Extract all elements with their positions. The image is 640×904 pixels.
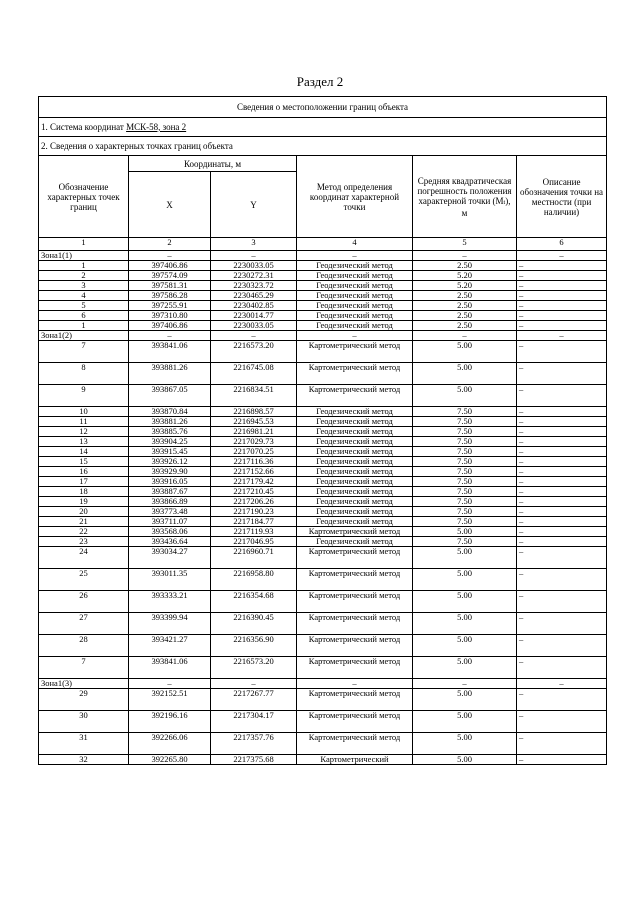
method-cell: – <box>297 331 413 341</box>
point-id-cell: 12 <box>39 427 129 437</box>
method-cell: Геодезический метод <box>297 477 413 487</box>
y-coord-cell: 2230033.05 <box>211 321 297 331</box>
description-cell: – <box>517 711 607 733</box>
y-coord-cell: 2230014.77 <box>211 311 297 321</box>
y-coord-cell: 2217206.26 <box>211 497 297 507</box>
point-id-cell: 17 <box>39 477 129 487</box>
table-row <box>39 635 607 657</box>
error-cell: – <box>413 331 517 341</box>
table-row <box>39 517 607 527</box>
y-coord-cell: 2217357.76 <box>211 733 297 755</box>
point-id-cell: 20 <box>39 507 129 517</box>
method-cell: Геодезический метод <box>297 271 413 281</box>
x-coord-cell: 397581.31 <box>129 281 211 291</box>
point-id-cell: 16 <box>39 467 129 477</box>
x-coord-cell: 393034.27 <box>129 547 211 569</box>
point-id-cell: 13 <box>39 437 129 447</box>
description-cell: – <box>517 281 607 291</box>
method-cell: Геодезический метод <box>297 517 413 527</box>
method-cell: Картометрический метод <box>297 689 413 711</box>
points-info-heading: 2. Сведения о характерных точках границ объекта <box>39 137 607 156</box>
error-cell: 7.50 <box>413 467 517 477</box>
table-row <box>39 657 607 679</box>
header-error-sub: t <box>503 199 506 206</box>
y-coord-cell: 2217267.77 <box>211 689 297 711</box>
method-cell: Геодезический метод <box>297 447 413 457</box>
description-cell: – <box>517 363 607 385</box>
table-row <box>39 591 607 613</box>
y-coord-cell: 2216390.45 <box>211 613 297 635</box>
point-id-cell: 5 <box>39 301 129 311</box>
error-cell: 5.00 <box>413 657 517 679</box>
x-coord-cell: 393916.05 <box>129 477 211 487</box>
error-cell: 5.00 <box>413 569 517 591</box>
method-cell: Геодезический метод <box>297 281 413 291</box>
x-coord-cell: – <box>129 679 211 689</box>
method-cell: Картометрический метод <box>297 711 413 733</box>
header-point-designation: Обозначение характерных точек границ <box>39 156 129 238</box>
x-coord-cell: 393773.48 <box>129 507 211 517</box>
table-row <box>39 341 607 363</box>
description-cell: – <box>517 301 607 311</box>
y-coord-cell: 2216356.90 <box>211 635 297 657</box>
error-cell: 5.00 <box>413 363 517 385</box>
point-id-cell: 30 <box>39 711 129 733</box>
y-coord-cell: 2217179.42 <box>211 477 297 487</box>
method-cell: Геодезический метод <box>297 291 413 301</box>
table-row <box>39 537 607 547</box>
table-row <box>39 755 607 765</box>
point-id-cell: Зона1(1) <box>39 251 129 261</box>
point-id-cell: 7 <box>39 341 129 363</box>
error-cell: 7.50 <box>413 417 517 427</box>
x-coord-cell: 393866.89 <box>129 497 211 507</box>
error-cell: 7.50 <box>413 447 517 457</box>
y-coord-cell: 2230465.29 <box>211 291 297 301</box>
description-cell: – <box>517 331 607 341</box>
method-cell: Геодезический метод <box>297 407 413 417</box>
zone-row <box>39 331 607 341</box>
description-cell: – <box>517 291 607 301</box>
header-coordinates: Координаты, м <box>129 156 297 172</box>
description-cell: – <box>517 679 607 689</box>
point-id-cell: 21 <box>39 517 129 527</box>
error-cell: 7.50 <box>413 427 517 437</box>
error-cell: 7.50 <box>413 407 517 417</box>
description-cell: – <box>517 635 607 657</box>
description-cell: – <box>517 427 607 437</box>
point-id-cell: 32 <box>39 755 129 765</box>
description-cell: – <box>517 417 607 427</box>
point-id-cell: 25 <box>39 569 129 591</box>
error-cell: 7.50 <box>413 437 517 447</box>
table-row <box>39 467 607 477</box>
coordinate-system-value: МСК-58, зона 2 <box>126 121 187 132</box>
description-cell: – <box>517 251 607 261</box>
column-number: 3 <box>211 238 297 251</box>
table-title-row <box>39 97 607 118</box>
point-id-cell: 14 <box>39 447 129 457</box>
table-row <box>39 301 607 311</box>
table-row <box>39 497 607 507</box>
x-coord-cell: 392265.80 <box>129 755 211 765</box>
point-id-cell: 23 <box>39 537 129 547</box>
point-id-cell: 31 <box>39 733 129 755</box>
table-row <box>39 547 607 569</box>
point-id-cell: 10 <box>39 407 129 417</box>
table-row <box>39 569 607 591</box>
error-cell: 7.50 <box>413 487 517 497</box>
x-coord-cell: 393881.26 <box>129 417 211 427</box>
x-coord-cell: 393568.06 <box>129 527 211 537</box>
x-coord-cell: 393436.64 <box>129 537 211 547</box>
error-cell: 5.00 <box>413 385 517 407</box>
method-cell: Картометрический метод <box>297 527 413 537</box>
error-cell: 2.50 <box>413 321 517 331</box>
error-cell: 5.00 <box>413 341 517 363</box>
y-coord-cell: 2216573.20 <box>211 341 297 363</box>
point-id-cell: 8 <box>39 363 129 385</box>
method-cell: Геодезический метод <box>297 311 413 321</box>
point-id-cell: Зона1(3) <box>39 679 129 689</box>
y-coord-cell: 2217119.93 <box>211 527 297 537</box>
error-cell: 5.00 <box>413 547 517 569</box>
y-coord-cell: 2217046.95 <box>211 537 297 547</box>
method-cell: Картометрический метод <box>297 341 413 363</box>
method-cell: – <box>297 679 413 689</box>
error-cell: 5.20 <box>413 281 517 291</box>
description-cell: – <box>517 657 607 679</box>
error-cell: 2.50 <box>413 291 517 301</box>
y-coord-cell: 2217029.73 <box>211 437 297 447</box>
method-cell: Картометрический метод <box>297 733 413 755</box>
table-row <box>39 291 607 301</box>
description-cell: – <box>517 497 607 507</box>
y-coord-cell: – <box>211 679 297 689</box>
table-row <box>39 261 607 271</box>
error-cell: 7.50 <box>413 507 517 517</box>
method-cell: Геодезический метод <box>297 301 413 311</box>
coordinate-system-row <box>39 118 607 137</box>
description-cell: – <box>517 271 607 281</box>
table-row <box>39 427 607 437</box>
x-coord-cell: 397310.80 <box>129 311 211 321</box>
table-row <box>39 711 607 733</box>
error-cell: 2.50 <box>413 301 517 311</box>
y-coord-cell: 2217152.66 <box>211 467 297 477</box>
column-number-row <box>39 238 607 251</box>
error-cell: 5.00 <box>413 711 517 733</box>
error-cell: 7.50 <box>413 477 517 487</box>
x-coord-cell: 393904.25 <box>129 437 211 447</box>
method-cell: Геодезический метод <box>297 497 413 507</box>
x-coord-cell: 397406.86 <box>129 261 211 271</box>
x-coord-cell: 392196.16 <box>129 711 211 733</box>
error-cell: 5.00 <box>413 635 517 657</box>
y-coord-cell: 2216898.57 <box>211 407 297 417</box>
description-cell: – <box>517 755 607 765</box>
table-row <box>39 271 607 281</box>
description-cell: – <box>517 569 607 591</box>
description-cell: – <box>517 477 607 487</box>
method-cell: Геодезический метод <box>297 487 413 497</box>
table-row <box>39 507 607 517</box>
x-coord-cell: 392152.51 <box>129 689 211 711</box>
description-cell: – <box>517 527 607 537</box>
method-cell: Геодезический метод <box>297 507 413 517</box>
error-cell: – <box>413 679 517 689</box>
y-coord-cell: 2217116.36 <box>211 457 297 467</box>
error-cell: 5.00 <box>413 591 517 613</box>
point-id-cell: 27 <box>39 613 129 635</box>
x-coord-cell: 393399.94 <box>129 613 211 635</box>
column-number: 2 <box>129 238 211 251</box>
point-id-cell: 1 <box>39 261 129 271</box>
x-coord-cell: – <box>129 251 211 261</box>
x-coord-cell: 393841.06 <box>129 657 211 679</box>
point-id-cell: 28 <box>39 635 129 657</box>
point-id-cell: 2 <box>39 271 129 281</box>
x-coord-cell: 393867.05 <box>129 385 211 407</box>
table-row <box>39 385 607 407</box>
table-row <box>39 407 607 417</box>
description-cell: – <box>517 467 607 477</box>
table-row <box>39 689 607 711</box>
column-header-row-1 <box>39 156 607 172</box>
table-row <box>39 457 607 467</box>
y-coord-cell: 2216960.71 <box>211 547 297 569</box>
point-id-cell: Зона1(2) <box>39 331 129 341</box>
error-cell: – <box>413 251 517 261</box>
x-coord-cell: 393841.06 <box>129 341 211 363</box>
table-row <box>39 487 607 497</box>
method-cell: Картометрический метод <box>297 635 413 657</box>
y-coord-cell: 2230402.85 <box>211 301 297 311</box>
error-cell: 5.00 <box>413 689 517 711</box>
table-row <box>39 363 607 385</box>
table-row <box>39 437 607 447</box>
description-cell: – <box>517 591 607 613</box>
x-coord-cell: 393711.07 <box>129 517 211 527</box>
point-id-cell: 11 <box>39 417 129 427</box>
y-coord-cell: 2217210.45 <box>211 487 297 497</box>
column-number: 4 <box>297 238 413 251</box>
point-id-cell: 1 <box>39 321 129 331</box>
description-cell: – <box>517 507 607 517</box>
x-coord-cell: 397574.09 <box>129 271 211 281</box>
description-cell: – <box>517 613 607 635</box>
x-coord-cell: 397406.86 <box>129 321 211 331</box>
error-cell: 5.00 <box>413 733 517 755</box>
y-coord-cell: 2230033.05 <box>211 261 297 271</box>
point-id-cell: 9 <box>39 385 129 407</box>
table-row <box>39 733 607 755</box>
y-coord-cell: – <box>211 251 297 261</box>
description-cell: – <box>517 437 607 447</box>
description-cell: – <box>517 537 607 547</box>
y-coord-cell: 2216745.08 <box>211 363 297 385</box>
table-row <box>39 321 607 331</box>
method-cell: Картометрический метод <box>297 591 413 613</box>
description-cell: – <box>517 447 607 457</box>
error-cell: 5.00 <box>413 613 517 635</box>
x-coord-cell: 393885.76 <box>129 427 211 437</box>
x-coord-cell: 393887.67 <box>129 487 211 497</box>
description-cell: – <box>517 733 607 755</box>
y-coord-cell: 2217304.17 <box>211 711 297 733</box>
description-cell: – <box>517 547 607 569</box>
error-cell: 7.50 <box>413 537 517 547</box>
point-id-cell: 29 <box>39 689 129 711</box>
x-coord-cell: 393870.84 <box>129 407 211 417</box>
point-id-cell: 3 <box>39 281 129 291</box>
error-cell: 5.00 <box>413 755 517 765</box>
table-row <box>39 477 607 487</box>
description-cell: – <box>517 341 607 363</box>
table-title: Сведения о местоположении границ объекта <box>39 97 607 118</box>
method-cell: – <box>297 251 413 261</box>
points-info-row <box>39 137 607 156</box>
description-cell: – <box>517 261 607 271</box>
y-coord-cell: 2217190.23 <box>211 507 297 517</box>
point-id-cell: 24 <box>39 547 129 569</box>
point-id-cell: 19 <box>39 497 129 507</box>
x-coord-cell: 393011.35 <box>129 569 211 591</box>
header-error-main: Средняя квадратическая погрешность положения характерной точки (M <box>417 175 512 206</box>
x-coord-cell: – <box>129 331 211 341</box>
error-cell: 7.50 <box>413 497 517 507</box>
header-method: Метод определения координат характерной точки <box>297 156 413 238</box>
error-cell: 2.50 <box>413 311 517 321</box>
description-cell: – <box>517 321 607 331</box>
method-cell: Геодезический метод <box>297 261 413 271</box>
header-description: Описание обозначения точки на местности (при наличии) <box>517 156 607 238</box>
method-cell: Геодезический метод <box>297 537 413 547</box>
coordinate-system-label: 1. Система координат <box>41 121 127 132</box>
point-id-cell: 18 <box>39 487 129 497</box>
description-cell: – <box>517 689 607 711</box>
y-coord-cell: 2216981.21 <box>211 427 297 437</box>
method-cell: Геодезический метод <box>297 467 413 477</box>
y-coord-cell: 2216573.20 <box>211 657 297 679</box>
x-coord-cell: 393333.21 <box>129 591 211 613</box>
table-row <box>39 281 607 291</box>
x-coord-cell: 393926.12 <box>129 457 211 467</box>
error-cell: 7.50 <box>413 457 517 467</box>
method-cell: Картометрический метод <box>297 613 413 635</box>
point-id-cell: 4 <box>39 291 129 301</box>
column-number: 1 <box>39 238 129 251</box>
point-id-cell: 15 <box>39 457 129 467</box>
y-coord-cell: – <box>211 331 297 341</box>
header-error-end: ), м <box>461 195 511 218</box>
header-x: X <box>129 172 211 238</box>
method-cell: Геодезический метод <box>297 321 413 331</box>
description-cell: – <box>517 487 607 497</box>
zone-row <box>39 679 607 689</box>
x-coord-cell: 393915.45 <box>129 447 211 457</box>
header-error <box>413 156 517 238</box>
x-coord-cell: 397255.91 <box>129 301 211 311</box>
method-cell: Картометрический метод <box>297 363 413 385</box>
method-cell: Геодезический метод <box>297 437 413 447</box>
method-cell: Картометрический метод <box>297 569 413 591</box>
x-coord-cell: 393881.26 <box>129 363 211 385</box>
page-title: Раздел 2 <box>296 74 344 89</box>
point-id-cell: 26 <box>39 591 129 613</box>
column-number: 5 <box>413 238 517 251</box>
x-coord-cell: 397586.28 <box>129 291 211 301</box>
error-cell: 5.20 <box>413 271 517 281</box>
error-cell: 7.50 <box>413 517 517 527</box>
y-coord-cell: 2217070.25 <box>211 447 297 457</box>
point-id-cell: 6 <box>39 311 129 321</box>
description-cell: – <box>517 407 607 417</box>
y-coord-cell: 2216834.51 <box>211 385 297 407</box>
zone-row <box>39 251 607 261</box>
description-cell: – <box>517 457 607 467</box>
y-coord-cell: 2216354.68 <box>211 591 297 613</box>
y-coord-cell: 2230323.72 <box>211 281 297 291</box>
point-id-cell: 22 <box>39 527 129 537</box>
column-number: 6 <box>517 238 607 251</box>
x-coord-cell: 392266.06 <box>129 733 211 755</box>
description-cell: – <box>517 517 607 527</box>
boundary-points-table <box>38 96 607 765</box>
table-row <box>39 613 607 635</box>
table-row <box>39 311 607 321</box>
method-cell: Картометрический метод <box>297 385 413 407</box>
method-cell: Картометрический <box>297 755 413 765</box>
y-coord-cell: 2217184.77 <box>211 517 297 527</box>
x-coord-cell: 393929.90 <box>129 467 211 477</box>
description-cell: – <box>517 385 607 407</box>
method-cell: Картометрический метод <box>297 657 413 679</box>
method-cell: Картометрический метод <box>297 547 413 569</box>
table-row <box>39 417 607 427</box>
point-id-cell: 7 <box>39 657 129 679</box>
table-row <box>39 527 607 537</box>
error-cell: 2.50 <box>413 261 517 271</box>
description-cell: – <box>517 311 607 321</box>
x-coord-cell: 393421.27 <box>129 635 211 657</box>
method-cell: Геодезический метод <box>297 457 413 467</box>
y-coord-cell: 2216958.80 <box>211 569 297 591</box>
y-coord-cell: 2230272.31 <box>211 271 297 281</box>
method-cell: Геодезический метод <box>297 417 413 427</box>
table-row <box>39 447 607 457</box>
coordinate-system <box>39 118 607 137</box>
header-y: Y <box>211 172 297 238</box>
y-coord-cell: 2217375.68 <box>211 755 297 765</box>
error-cell: 5.00 <box>413 527 517 537</box>
y-coord-cell: 2216945.53 <box>211 417 297 427</box>
method-cell: Геодезический метод <box>297 427 413 437</box>
